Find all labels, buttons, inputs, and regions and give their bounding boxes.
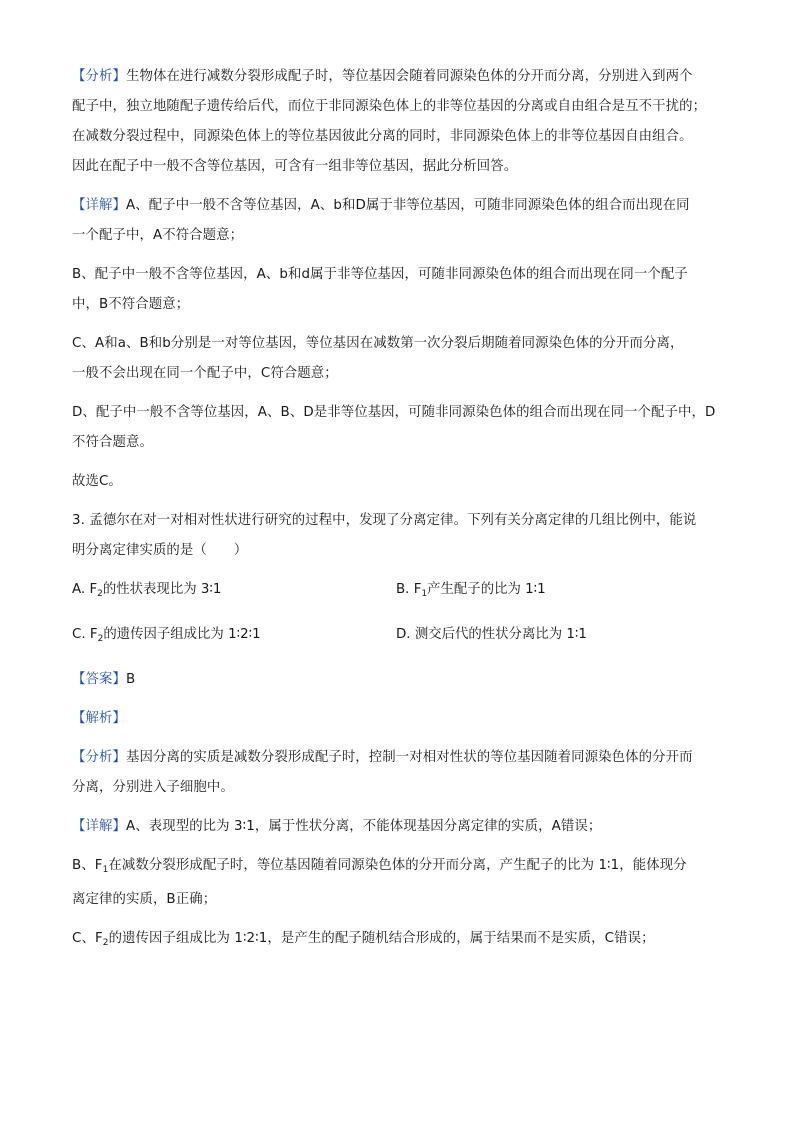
detail-d-paragraph: [72, 398, 744, 458]
detail-line: B、$F_1$在减数分裂形成配子时，等位基因随着同源染色体的分开而分离，产生配子的比为 1∶1，能体现分: [72, 858, 687, 875]
detail-line: C、$F_2$的遗传因子组成比为 1∶2∶1，是产生的配子随机结合形成的，属于结果而不是实质，C错误；: [72, 931, 655, 948]
detail-line: 中，B不符合题意；: [72, 297, 190, 312]
answer-line: [72, 665, 744, 695]
choose-paragraph: [72, 467, 744, 497]
option-b: B. $F_1$产生配子的比为 1∶1: [396, 582, 546, 599]
options-row-2: [72, 620, 744, 650]
detail-line: 【详解】A、表现型的比为 3∶1，属于性状分离，不能体现基因分离定律的实质，A错误；: [72, 819, 602, 834]
detail-tag: 【详解】: [72, 819, 126, 834]
analysis-line: 【分析】基因分离的实质是减数分裂形成配子时，控制一对相对性状的等位基因随着同源染色体的分开而: [72, 750, 693, 765]
detail-tag: 【详解】: [72, 198, 126, 213]
document-content: [72, 62, 744, 967]
analysis-line: 【分析】生物体在进行减数分裂形成配子时，等位基因会随着同源染色体的分开而分离，分别进入到两个: [72, 69, 693, 84]
question-line: 明分离定律实质的是（ ）: [72, 543, 248, 558]
detail-line: D、配子中一般不含等位基因，A、B、D是非等位基因，可随非同源染色体的组合而出现在同一个配子中，D: [72, 405, 716, 420]
analysis-paragraph-2: [72, 743, 744, 803]
analysis-line: 配子中，独立地随配子遗传给后代，而位于非同源染色体上的非等位基因的分离或自由组合是互不干扰的；: [72, 99, 707, 114]
detail-a-paragraph: [72, 191, 744, 251]
detail-line: 不符合题意。: [72, 435, 153, 450]
detail-b-paragraph: [72, 260, 744, 320]
detail-c-paragraph: [72, 329, 744, 389]
answer-tag: 【答案】: [72, 672, 126, 687]
analysis-line: 因此在配子中一般不含等位基因，可含有一组非等位基因，据此分析回答。: [72, 159, 518, 174]
detail-line: 【详解】A、配子中一般不含等位基因，A、b和D属于非等位基因，可随非同源染色体的组合而出现在同: [72, 198, 690, 213]
detail-line: C、A和a、B和b分别是一对等位基因，等位基因在减数第一次分裂后期随着同源染色体的分开而分离，: [72, 336, 684, 351]
question-3-stem: [72, 506, 744, 566]
detail-line: 一个配子中，A不符合题意；: [72, 228, 244, 243]
detail2-b-paragraph: [72, 851, 744, 915]
jiexi-line: 【解析】: [72, 711, 126, 726]
analysis-line: 分离，分别进入子细胞中。: [72, 780, 234, 795]
detail2-a-paragraph: [72, 812, 744, 842]
analysis-paragraph-1: [72, 62, 744, 182]
analysis-tag: 【分析】: [72, 69, 126, 84]
detail-line: 离定律的实质，B正确；: [72, 892, 217, 907]
question-line: 3. 孟德尔在对一对相对性状进行研究的过程中，发现了分离定律。下列有关分离定律的几组比例中，能说: [72, 513, 697, 528]
detail-line: 一般不会出现在同一个配子中，C符合题意；: [72, 366, 338, 381]
option-c: C. $F_2$的遗传因子组成比为 1∶2∶1: [72, 627, 261, 644]
detail2-c-paragraph: [72, 924, 744, 958]
detail-line: B、配子中一般不含等位基因，A、b和d属于非等位基因，可随非同源染色体的组合而出现在同一个配子: [72, 267, 688, 282]
jiexi-paragraph: [72, 704, 744, 734]
choose-line: 故选C。: [72, 474, 122, 489]
analysis-tag: 【分析】: [72, 750, 126, 765]
option-d: D. 测交后代的性状分离比为 1∶1: [396, 627, 587, 642]
answer-paragraph: [72, 665, 744, 695]
answer-value: B: [125, 672, 136, 687]
analysis-line: 在减数分裂过程中，同源染色体上的等位基因彼此分离的同时，非同源染色体上的非等位基因自由组合。: [72, 129, 693, 144]
option-a: A. $F_2$的性状表现比为 3∶1: [72, 582, 222, 599]
options-row-1: [72, 575, 744, 605]
